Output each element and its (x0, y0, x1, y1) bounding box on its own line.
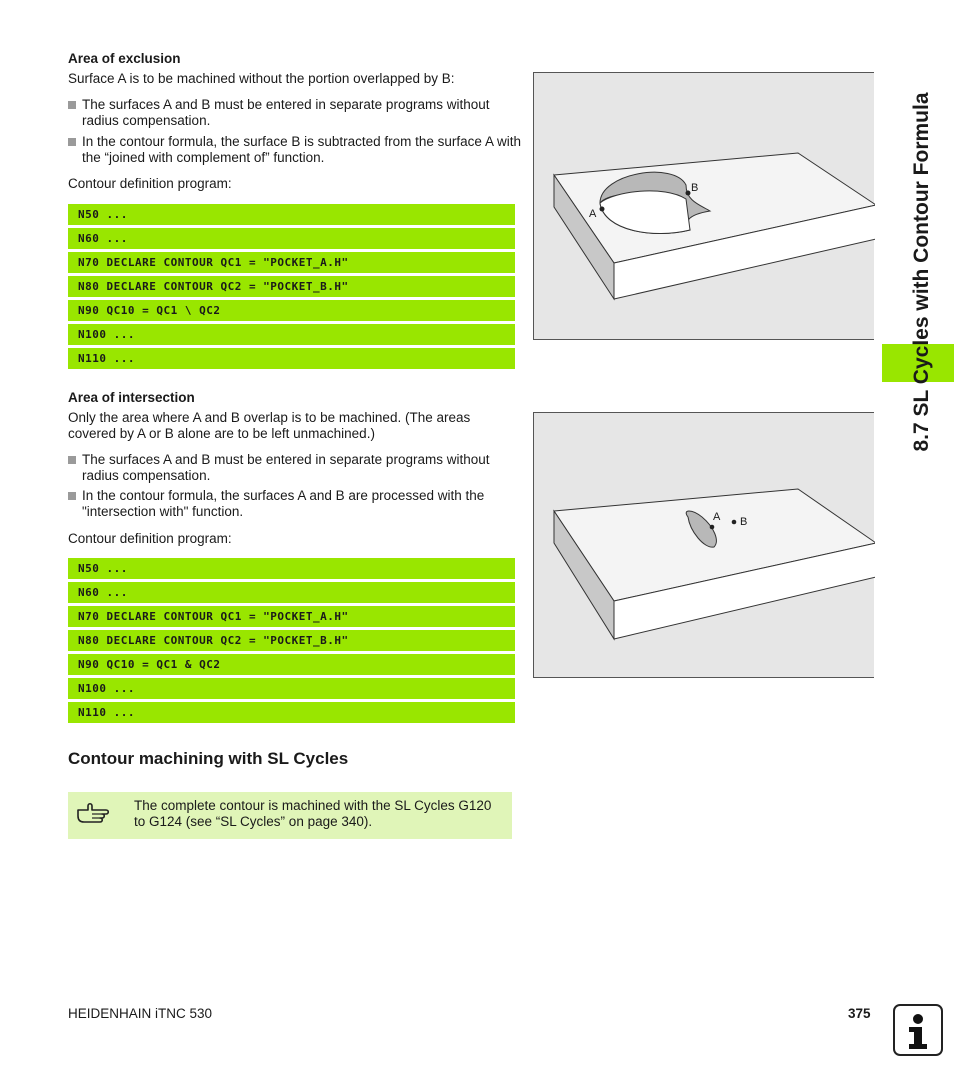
chapter-title: 8.7 SL Cycles with Contour Formula (910, 92, 933, 452)
code-line: N60 ... (68, 228, 515, 249)
code-line: N70 DECLARE CONTOUR QC1 = "POCKET_A.H" (68, 606, 515, 627)
code-line: N90 QC10 = QC1 \ QC2 (68, 300, 515, 321)
intersection-intro: Only the area where A and B overlap is to be machined. (The areas covered by A or B alone are to be left unmachined.) (68, 410, 471, 441)
label-b: B (740, 516, 748, 528)
point-b-marker (686, 191, 691, 196)
code-line: N80 DECLARE CONTOUR QC2 = "POCKET_B.H" (68, 630, 515, 651)
note-box (68, 792, 512, 839)
exclusion-intro: Surface A is to be machined without the portion overlapped by B: (68, 71, 455, 86)
exclusion-bullet-1: The surfaces A and B must be entered in separate programs without radius compensation. (68, 97, 528, 129)
bullet-square-icon (68, 101, 76, 109)
intersection-program-label: Contour definition program: (68, 531, 232, 546)
exclusion-bullet-2: In the contour formula, the surface B is subtracted from the surface A with the “joined with complement of” function. (68, 134, 528, 166)
point-a-marker (600, 207, 605, 212)
intersection-heading: Area of intersection (68, 390, 195, 405)
bullet-square-icon (68, 456, 76, 464)
intersection-bullet-2: In the contour formula, the surfaces A and B are processed with the "intersection with" function. (68, 488, 528, 520)
bullet-square-icon (68, 492, 76, 500)
exclusion-figure (533, 72, 874, 340)
machining-heading: Contour machining with SL Cycles (68, 749, 349, 768)
point-a-marker (710, 525, 715, 530)
code-line: N110 ... (68, 702, 515, 723)
note-text: The complete contour is machined with the SL Cycles G120 to G124 (see “SL Cycles” on page 340). (134, 798, 492, 829)
page-number: 375 (848, 1006, 871, 1021)
label-a: A (713, 511, 721, 523)
code-line: N70 DECLARE CONTOUR QC1 = "POCKET_A.H" (68, 252, 515, 273)
info-icon (893, 1004, 943, 1056)
label-a: A (589, 208, 597, 220)
footer-manual-name: HEIDENHAIN iTNC 530 (68, 1006, 213, 1021)
code-line: N50 ... (68, 558, 515, 579)
exclusion-program-label: Contour definition program: (68, 176, 232, 191)
pointing-hand-icon (76, 800, 110, 831)
label-b: B (691, 182, 699, 194)
code-line: N50 ... (68, 204, 515, 225)
code-line: N80 DECLARE CONTOUR QC2 = "POCKET_B.H" (68, 276, 515, 297)
code-line: N90 QC10 = QC1 & QC2 (68, 654, 515, 675)
code-line: N100 ... (68, 678, 515, 699)
point-b-marker (732, 520, 737, 525)
code-line: N110 ... (68, 348, 515, 369)
exclusion-heading: Area of exclusion (68, 51, 181, 66)
code-line: N60 ... (68, 582, 515, 603)
intersection-figure (533, 412, 874, 678)
code-line: N100 ... (68, 324, 515, 345)
exclusion-block-drawing (534, 73, 875, 341)
intersection-bullet-1: The surfaces A and B must be entered in separate programs without radius compensation. (68, 452, 528, 484)
bullet-square-icon (68, 138, 76, 146)
intersection-block-drawing (534, 413, 875, 679)
